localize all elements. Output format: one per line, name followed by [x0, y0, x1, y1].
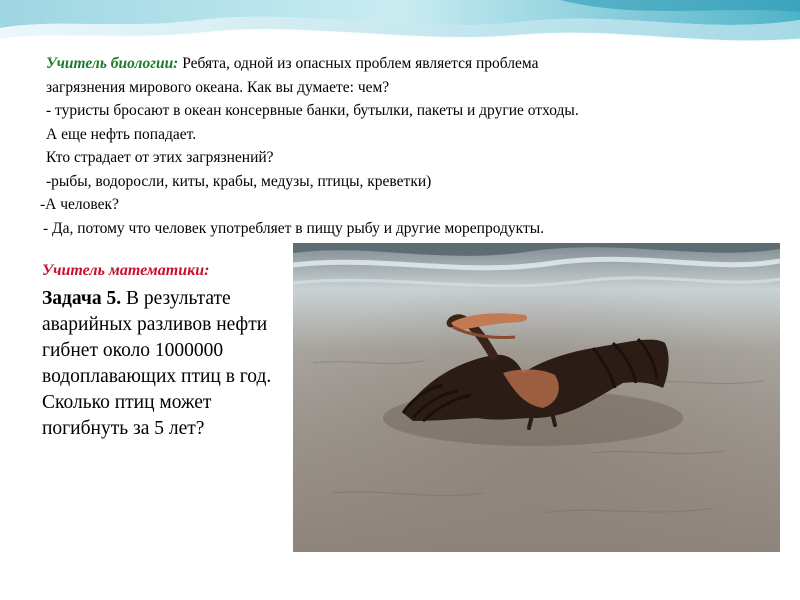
dialogue-line-8: - Да, потому что человек употребляет в пищу рыбу и другие морепродукты. — [43, 219, 545, 237]
math-task-body: В результате аварийных разливов нефти гибнет около 1000000 водоплавающих птиц в год. Сколько птиц может погибнуть за 5 лет? — [42, 288, 272, 439]
dialogue-line-1 — [46, 52, 766, 76]
dialogue-line-5: Кто страдает от этих загрязнений? — [46, 149, 274, 166]
math-teacher-label: Учитель математики: — [42, 262, 210, 279]
math-task-block — [42, 260, 277, 442]
math-task-title: Задача 5. — [42, 288, 122, 309]
dialogue-line-2: загрязнения мирового океана. Как вы думаете: чем? — [46, 78, 390, 96]
math-task-text — [42, 286, 277, 442]
biology-teacher-label: Учитель биологии: — [46, 55, 179, 72]
dialogue-line-3: - туристы бросают в океан консервные банки, бутылки, пакеты и другие отходы. — [46, 102, 579, 119]
dialogue-line-7: -А человек? — [40, 196, 119, 213]
dialogue-text — [40, 52, 766, 240]
dialogue-line-6: -рыбы, водоросли, киты, крабы, медузы, птицы, креветки) — [46, 172, 432, 190]
dialogue-line-1-text: Ребята, одной из опасных проблем является проблема — [178, 55, 539, 72]
dialogue-line-4: А еще нефть попадает. — [46, 125, 197, 143]
oiled-pelican-photo — [293, 243, 780, 552]
